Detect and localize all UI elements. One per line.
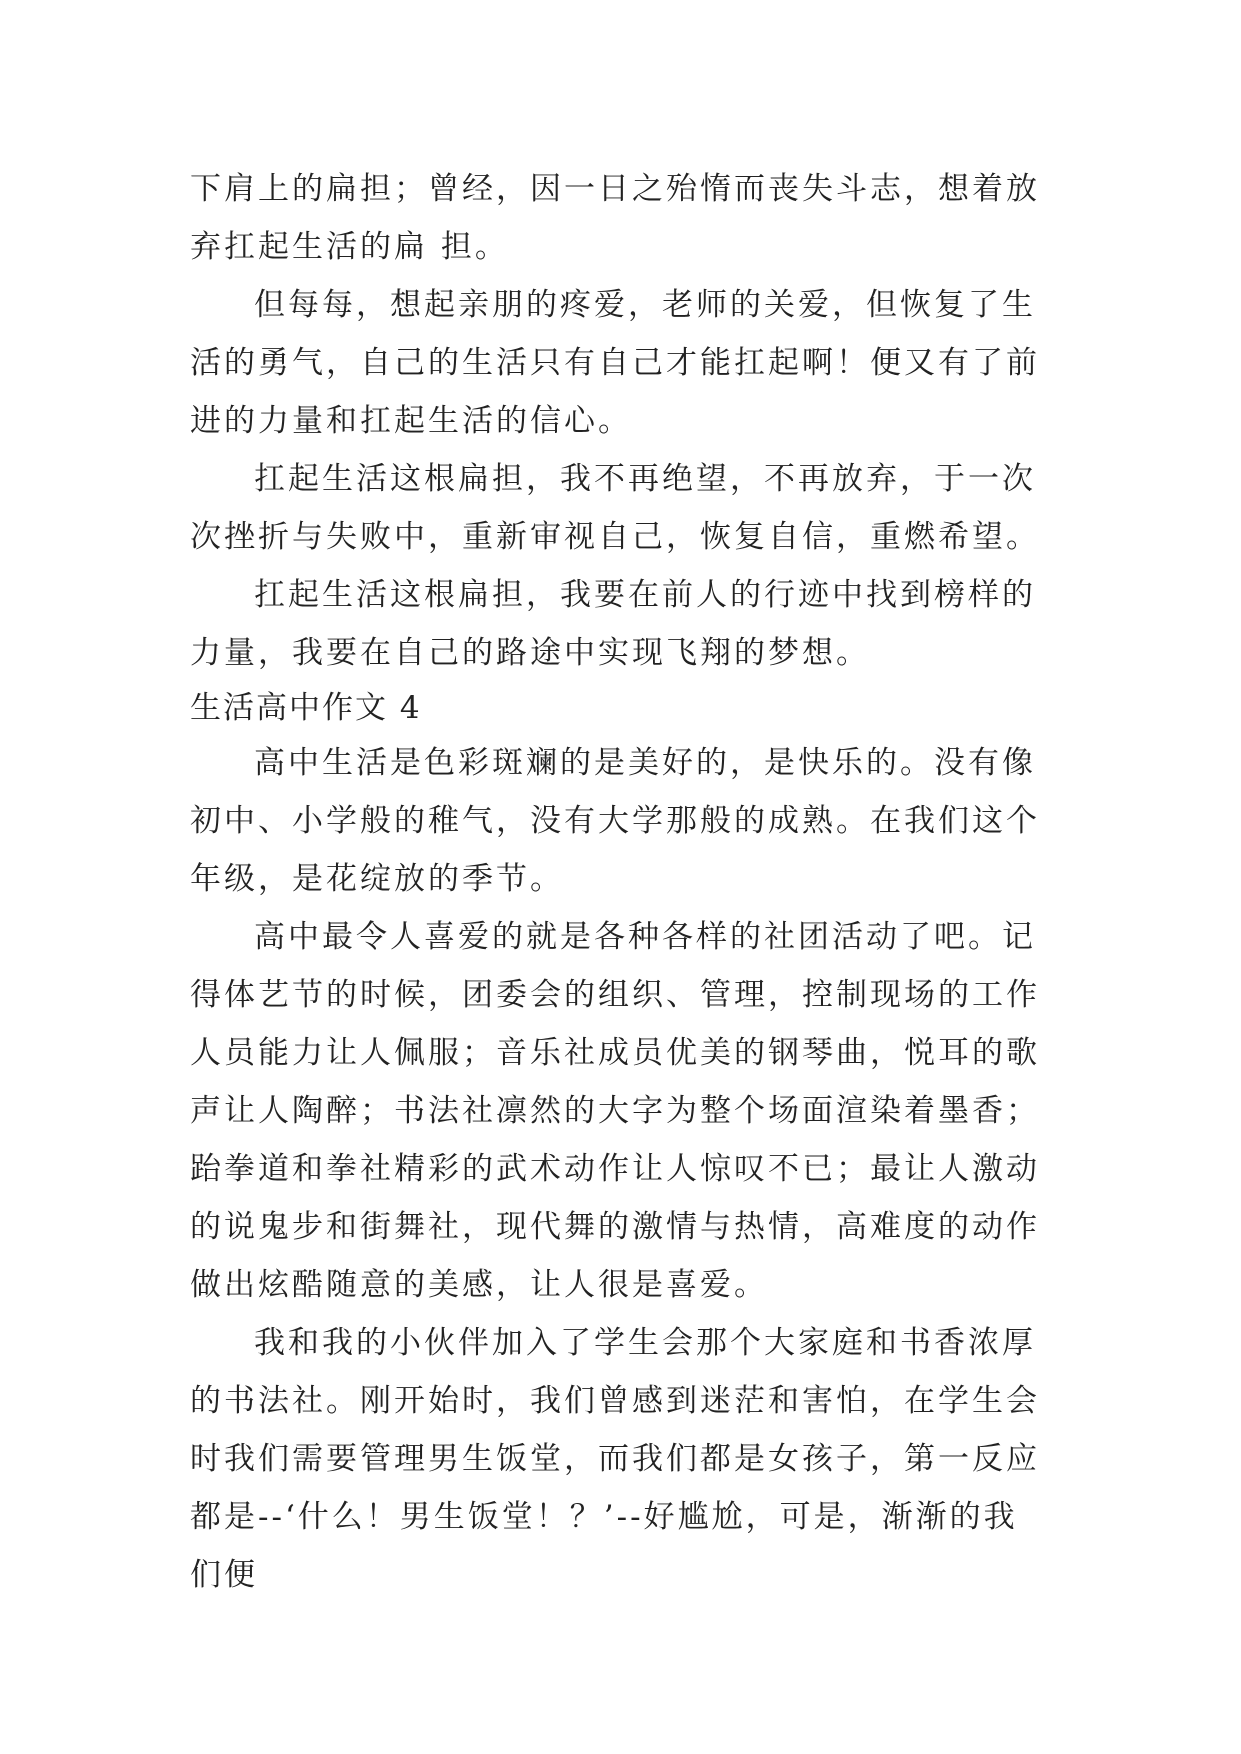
paragraph: 扛起生活这根扁担，我不再绝望，不再放弃，于一次次挫折与失败中，重新审视自己，恢复自信，重燃希望。 [190, 461, 1040, 555]
paragraph: 扛起生活这根扁担，我要在前人的行迹中找到榜样的力量，我要在自己的路途中实现飞翔的梦想。 [190, 577, 1036, 671]
section-title: 生活高中作文 4 [190, 690, 422, 726]
document-body [190, 160, 1050, 1604]
paragraph: 高中生活是色彩斑斓的是美好的，是快乐的。没有像初中、小学般的稚气，没有大学那般的成熟。在我们这个年级，是花绽放的季节。 [190, 745, 1040, 897]
paragraph: 下肩上的扁担；曾经，因一日之殆惰而丧失斗志，想着放弃扛起生活的扁 担。 [190, 171, 1040, 265]
paragraph: 但每每，想起亲朋的疼爱，老师的关爱，但恢复了生活的勇气，自己的生活只有自己才能扛起啊！便又有了前进的力量和扛起生活的信心。 [190, 287, 1040, 439]
paragraph: 我和我的小伙伴加入了学生会那个大家庭和书香浓厚的书法社。刚开始时，我们曾感到迷茫和害怕，在学生会时我们需要管理男生饭堂，而我们都是女孩子，第一反应都是--‘什么！男生饭堂！？’--好尴尬，可是，渐渐的我们便 [190, 1325, 1040, 1593]
paragraph: 高中最令人喜爱的就是各种各样的社团活动了吧。记得体艺节的时候，团委会的组织、管理，控制现场的工作人员能力让人佩服；音乐社成员优美的钢琴曲，悦耳的歌声让人陶醉；书法社凛然的大字为整个场面渲染着墨香；跆拳道和拳社精彩的武术动作让人惊叹不已；最让人激动的说鬼步和街舞社，现代舞的激情与热情，高难度的动作做出炫酷随意的美感，让人很是喜爱。 [190, 919, 1040, 1303]
